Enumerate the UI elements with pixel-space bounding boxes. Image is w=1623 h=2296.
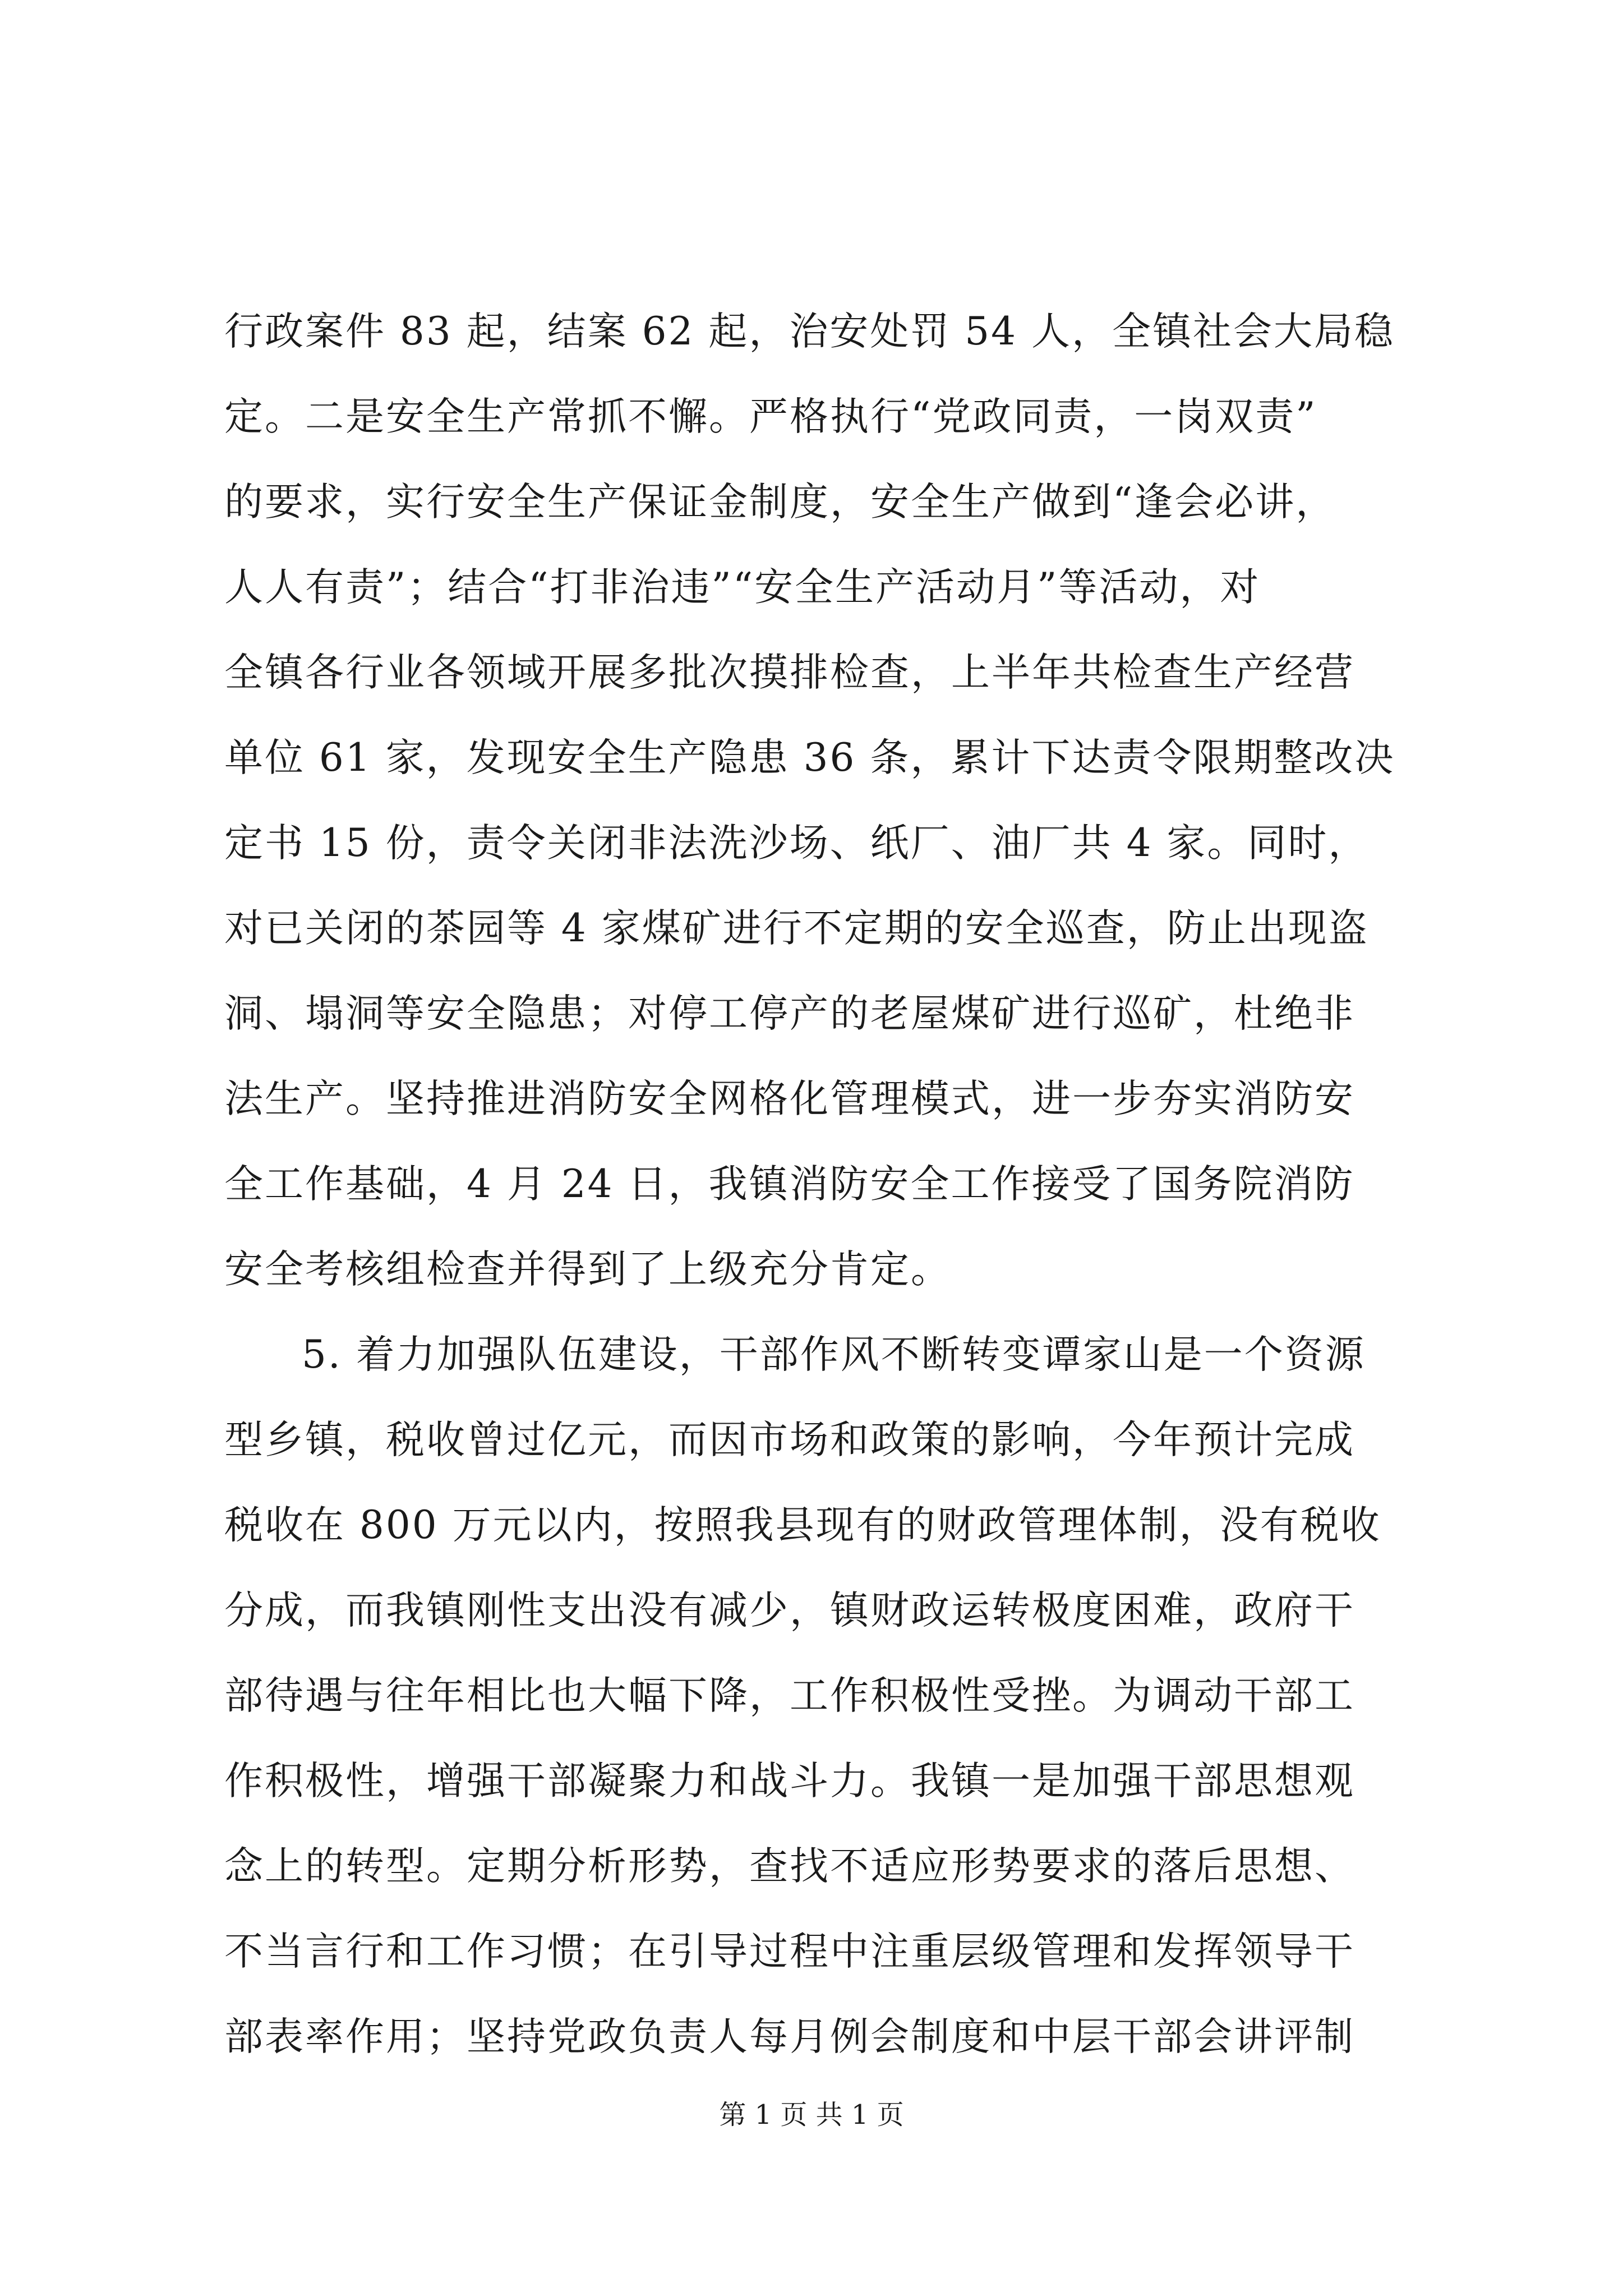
- page-footer: 第 1 页 共 1 页: [719, 2099, 904, 2131]
- text-line: 定书 15 份，责令关闭非法洗沙场、纸厂、油厂共 4 家。同时，: [224, 821, 1369, 866]
- text-line: 全工作基础，4 月 24 日，我镇消防安全工作接受了国务院消防: [224, 1162, 1355, 1207]
- text-line: 洞、塌洞等安全隐患；对停工停产的老屋煤矿进行巡矿，杜绝非: [224, 991, 1355, 1036]
- text-line: 法生产。坚持推进消防安全网格化管理模式，进一步夯实消防安: [224, 1076, 1355, 1121]
- document-body: [224, 289, 1419, 2079]
- text-line: 的要求，实行安全生产保证金制度，安全生产做到“逢会必讲，: [224, 480, 1336, 524]
- paragraph-start-line: 5. 着力加强队伍建设，干部作风不断转变谭家山是一个资源: [302, 1332, 1366, 1377]
- text-line: 分成，而我镇刚性支出没有减少，镇财政运转极度困难，政府干: [224, 1588, 1355, 1633]
- text-line: 型乡镇，税收曾过亿元，而因市场和政策的影响，今年预计完成: [224, 1418, 1355, 1462]
- text-line: 作积极性，增强干部凝聚力和战斗力。我镇一是加强干部思想观: [224, 1759, 1355, 1803]
- text-line: 对已关闭的茶园等 4 家煤矿进行不定期的安全巡查，防止出现盗: [224, 906, 1369, 951]
- text-line: 税收在 800 万元以内，按照我县现有的财政管理体制，没有税收: [224, 1503, 1381, 1548]
- text-line: 定。二是安全生产常抓不懈。严格执行“党政同责，一岗双责”: [224, 394, 1317, 439]
- text-line: 安全考核组检查并得到了上级充分肯定。: [224, 1247, 951, 1292]
- text-line: 不当言行和工作习惯；在引导过程中注重层级管理和发挥领导干: [224, 1929, 1355, 1974]
- text-line: 部表率作用；坚持党政负责人每月例会制度和中层干部会讲评制: [224, 2014, 1355, 2059]
- text-line: 部待遇与往年相比也大幅下降，工作积极性受挫。为调动干部工: [224, 1673, 1355, 1718]
- text-line: 行政案件 83 起，结案 62 起，治安处罚 54 人，全镇社会大局稳: [224, 309, 1395, 354]
- text-line: 念上的转型。定期分析形势，查找不适应形势要求的落后思想、: [224, 1844, 1355, 1889]
- text-line: 人人有责”；结合“打非治违”“安全生产活动月”等活动，对: [224, 565, 1261, 610]
- text-line: 全镇各行业各领域开展多批次摸排检查，上半年共检查生产经营: [224, 650, 1355, 695]
- text-line: 单位 61 家，发现安全生产隐患 36 条，累计下达责令限期整改决: [224, 735, 1395, 780]
